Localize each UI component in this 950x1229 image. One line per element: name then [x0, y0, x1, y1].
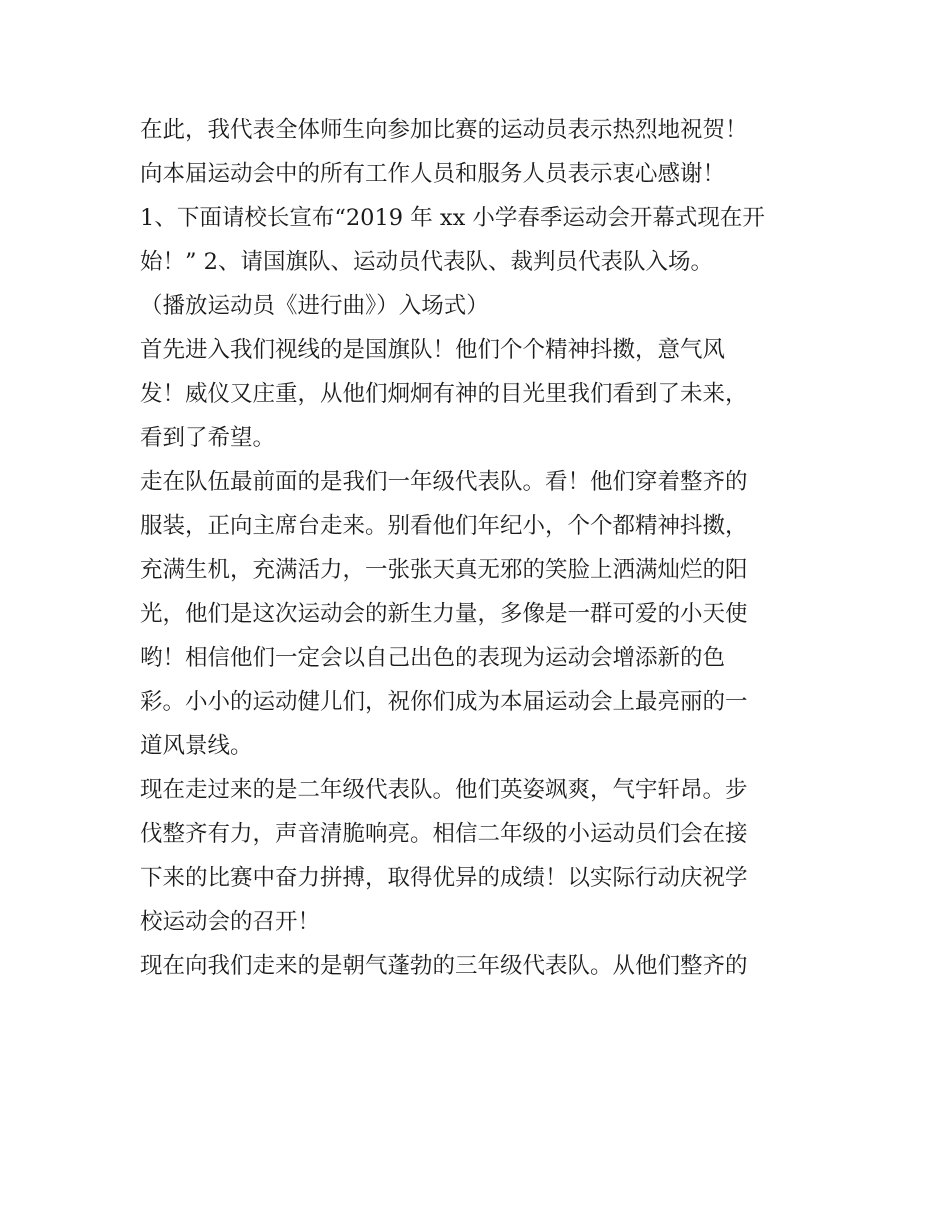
text-line: 道风景线。 [140, 733, 253, 759]
text-line: 向本届运动会中的所有工作人员和服务人员表示衷心感谢！ [140, 161, 726, 187]
text-line: 彩。小小的运动健儿们，祝你们成为本届运动会上最亮丽的一 [140, 689, 748, 715]
text-line: 服装，正向主席台走来。别看他们年纪小，个个都精神抖擞， [140, 513, 748, 539]
text-line: 下来的比赛中奋力拼搏，取得优异的成绩！以实际行动庆祝学 [140, 865, 748, 891]
text-line: 发！威仪又庄重，从他们炯炯有神的目光里我们看到了未来， [140, 381, 748, 407]
text-line: 在此，我代表全体师生向参加比赛的运动员表示热烈地祝贺！ [140, 117, 748, 143]
text-line: 现在走过来的是二年级代表队。他们英姿飒爽，气宇轩昂。步 [140, 777, 748, 803]
text-line: 充满生机，充满活力，一张张天真无邪的笑脸上洒满灿烂的阳 [140, 557, 748, 583]
text-line: 校运动会的召开！ [140, 909, 321, 935]
text-line: 始！” 2、请国旗队、运动员代表队、裁判员代表队入场。 [140, 249, 713, 275]
text-line: 光，他们是这次运动会的新生力量，多像是一群可爱的小天使 [140, 601, 748, 627]
text-line: 现在向我们走来的是朝气蓬勃的三年级代表队。从他们整齐的 [140, 953, 748, 979]
document-body [140, 108, 830, 988]
text-line: 哟！相信他们一定会以自己出色的表现为运动会增添新的色 [140, 645, 726, 671]
text-line: （播放运动员《进行曲》）入场式） [140, 293, 489, 319]
text-line: 看到了希望。 [140, 425, 276, 451]
text-line: 首先进入我们视线的是国旗队！他们个个精神抖擞，意气风 [140, 337, 726, 363]
text-line: 伐整齐有力，声音清脆响亮。相信二年级的小运动员们会在接 [140, 821, 748, 847]
text-line: 走在队伍最前面的是我们一年级代表队。看！他们穿着整齐的 [140, 469, 748, 495]
text-line: 1、下面请校长宣布“2019 年 xx 小学春季运动会开幕式现在开 [140, 205, 765, 231]
